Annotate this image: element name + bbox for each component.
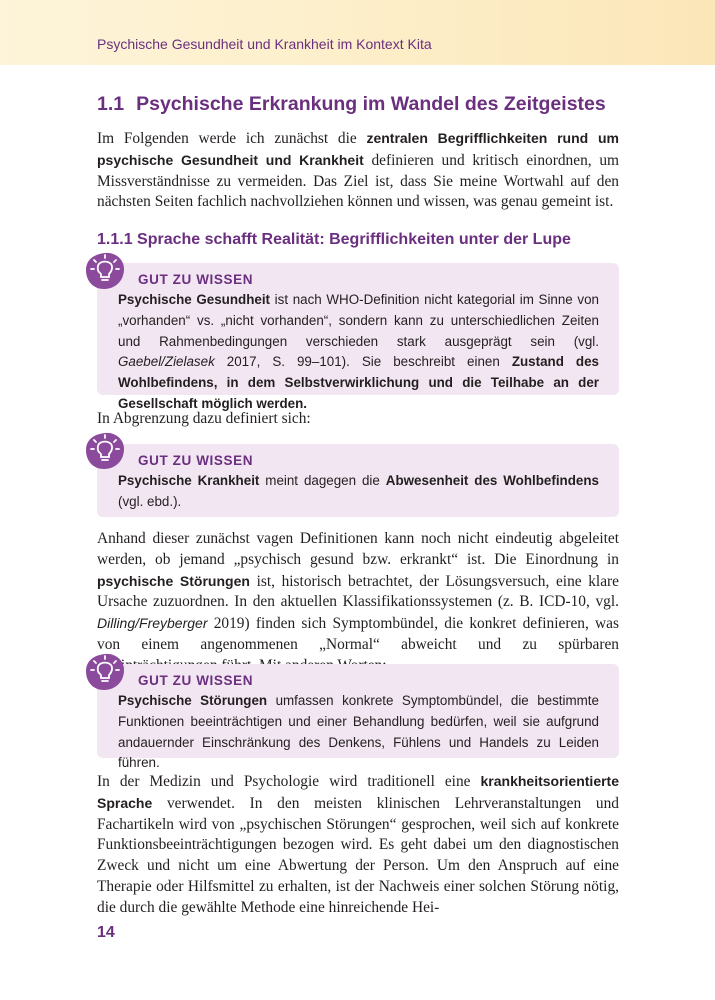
box-text: [118, 471, 599, 513]
medicine-paragraph: [97, 771, 619, 919]
para3-text-3: 2019) finden sich Symptombündel, die konkret definieren, was von einem angenommenen „Normal“ abweicht und zu spürbaren: [97, 615, 619, 653]
lightbulb-icon: [84, 251, 126, 291]
box-text-2: (vgl. ebd.).: [118, 493, 182, 509]
para4-bold-term: krankheitsorientierte Sprache: [97, 773, 619, 811]
para4-text-2: verwendet. In den meisten klinischen Lehrveranstaltungen und Fachartikeln wird von „psychischen Störungen“ gesprochen, weil sich auf konkrete Funktionsbeeinträchtigungen bezogen wird. Es geht dabei um den diagnostischen Zweck und nicht um eine Abwertung der Person. Um den Anspruch auf eine Therapie oder Hilfsmittel zu erhalten, ist der Nachweis einer solchen Störung nötig, die durch die gewählte Methode eine hinreichende Hei-: [97, 794, 619, 916]
section-title: Psychische Erkrankung im Wandel des Zeitgeistes: [136, 93, 606, 115]
running-title: Psychische Gesundheit und Krankheit im Kontext Kita: [97, 36, 432, 52]
lightbulb-icon: [84, 431, 126, 471]
box-text-1: ist nach WHO-Definition nicht kategorial im Sinne von „vorhanden“ vs. „nicht vorhanden“, sondern kann zu unterschiedlichen Zeiten und Rahmenbedingungen verschieden stark ausgeprägt sein (vgl.: [118, 292, 600, 349]
info-box-psychische-stoerungen: [97, 664, 619, 771]
box-label: GUT ZU WISSEN: [138, 272, 254, 287]
box-term: Psychische Störungen: [118, 693, 268, 708]
box-text: [118, 691, 599, 774]
citation-author: Dilling/Freyberger: [97, 615, 208, 632]
abgrenzung-paragraph: In Abgrenzung dazu definiert sich:: [97, 410, 311, 427]
subsection-heading: 1.1.1 Sprache schafft Realität: Begrifflichkeiten unter der Lupe: [97, 231, 571, 248]
running-header: [0, 0, 715, 65]
lightbulb-icon: [84, 652, 126, 692]
box-text-1: umfassen konkrete Symptombündel, die bestimmte Funktionen beeinträchtigen und einer Behandlung bedürfen, weil sie aufgrund andauernder Einschränkung des Denkens, Fühlens und Handels zu Leiden führen.: [118, 693, 599, 771]
para3-text-1: Anhand dieser zunächst vagen Definitionen kann noch nicht eindeutig abgeleitet werden, ob jemand „psychisch gesund bzw. erkrankt“ ist. Die Einordnung in: [97, 530, 619, 568]
intro-paragraph: [97, 128, 619, 213]
box-term: Psychische Krankheit: [118, 473, 260, 488]
box-bold-phrase: Zustand des Wohlbefindens, in dem Selbstverwirklichung und die Teilhabe an der Gesellschaft möglich werden.: [118, 354, 599, 411]
section-heading: [97, 93, 606, 116]
para4-text-1: In der Medizin und Psychologie wird traditionell eine: [97, 773, 481, 790]
box-label: GUT ZU WISSEN: [138, 673, 254, 688]
para3-bold-term: psychische Störungen: [97, 572, 250, 589]
box-label: GUT ZU WISSEN: [138, 453, 254, 468]
section-number: 1.1: [97, 93, 125, 115]
info-box-psychische-krankheit: [97, 444, 619, 517]
box-text-1: meint dagegen die: [259, 473, 386, 488]
intro-text-1: Im Folgenden werde ich zunächst die: [97, 130, 367, 147]
box-bold-phrase: Abwesenheit des Wohlbefindens: [385, 473, 599, 488]
intro-text-2: definieren und kritisch einordnen, um Missverständnisse zu vermeiden. Das Ziel ist, dass Sie meine Wortwahl auf den nächsten Seiten fachlich nachvollziehen können und wissen, was genau gemeint ist.: [97, 151, 619, 211]
intro-bold-term: zentralen Begrifflichkeiten rund um psychische Gesundheit und Krankheit: [97, 130, 619, 168]
box-text-2: 2017, S. 99–101). Sie beschreibt einen: [214, 354, 512, 370]
citation-author: Gaebel/Zielasek: [118, 354, 215, 370]
para3-text-2: ist, historisch betrachtet, der Lösungsversuch, eine klare Ursache zuzuordnen. In den aktuellen Klassifikationssystemen (z. B. ICD-10, vgl.: [97, 572, 619, 611]
info-box-psychische-gesundheit: [97, 263, 619, 411]
page-number: 14: [97, 924, 115, 941]
box-text: [118, 290, 599, 415]
definitions-paragraph: [97, 529, 619, 677]
box-term: Psychische Gesundheit: [118, 292, 271, 307]
